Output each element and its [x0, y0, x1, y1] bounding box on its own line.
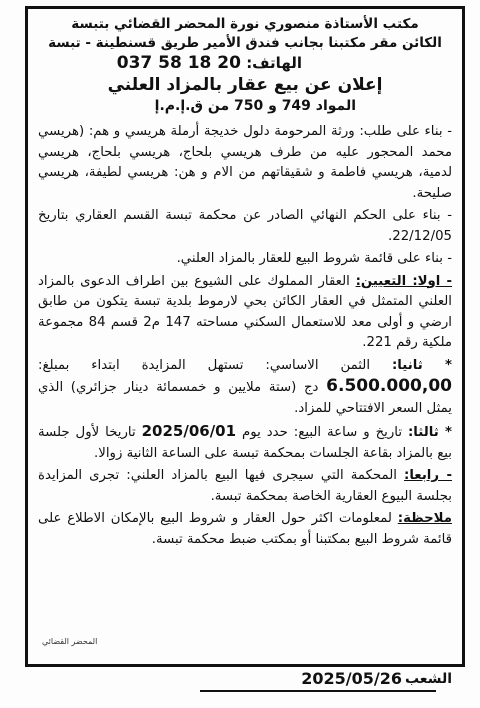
designation-label: - اولا: التعيين:: [355, 273, 452, 289]
note-text: لمعلومات اكثر حول العقار و شروط البيع بالإمكان الاطلاع على قائمة شروط البيع بمكتبنا أو بمكتب ضبط محكمة تبسة.: [38, 511, 452, 547]
judgment-text: - بناء على الحكم النهائي الصادر عن محكمة تبسة القسم العقاري بتاريخ 22/12/05.: [38, 208, 452, 244]
request-text: - بناء على طلب: ورثة المرحومة دلول خديجة أرملة هريسي و هم: (هريسي محمد المحجور عليه من طرف هريسي بلحاج، هريسي بلحاج، هريسي لدمية، هريسي فاطمة و شقيقاتهم من الام و هن: هريسي لطيفة، هريسي صليحة.: [38, 124, 452, 201]
paragraph-base-price: [38, 356, 452, 420]
base-price-amount: 6.500.000,00: [326, 376, 452, 396]
sale-date-label: * ثالثا:: [407, 425, 452, 440]
publication-date: 2025/05/26: [301, 669, 402, 688]
office-address: الكائن مقر مكتبنا بجانب فندق الأمير طريق قسنطينة - تبسة: [48, 35, 442, 51]
court-text: المحكمة التي سيجرى فيها البيع بالمزاد العلني: تجرى المزايدة بجلسة البيوع العقارية الخاصة بمحكمة تبسة.: [38, 468, 452, 504]
base-price-intro: الثمن الاساسي: تستهل المزايدة ابتداء بمبلغ:: [38, 357, 371, 373]
paragraph-court: [38, 466, 452, 507]
base-price-detail: دج (ستة ملايين و خمسمائة دينار جزائري) الذي يمثل السعر الافتتاحي للمزاد.: [38, 380, 452, 416]
newspaper-name: الشعب: [404, 671, 452, 687]
sale-date-detail: تاريخا لأول جلسة بيع بالمزاد بقاعة الجلسات بمحكمة تبسة على الساعة الثانية زوالا.: [38, 425, 452, 461]
issuer-signature: المحضر القضائي: [42, 637, 98, 646]
conditions-text: - بناء على قائمة شروط البيع للعقار بالمزاد العلني.: [176, 251, 452, 266]
paragraph-request: [38, 122, 452, 204]
phone-number: 037 58 18 20: [116, 53, 241, 73]
designation-text: العقار المملوك على الشيوع بين اطراف الدعوى بالمزاد العلني المتمثل في العقار الكائن بحي لارموط بلدية تبسة يتكون من طابق ارضي و أولى معد للاستعمال السكني مساحته 147 م2 قسم 84 مجموعة ملكية رقم 221.: [38, 273, 452, 350]
paragraph-designation: [38, 272, 452, 354]
paragraph-conditions: [38, 249, 452, 270]
paragraph-judgment: [38, 206, 452, 247]
note-label: ملاحظة:: [397, 511, 452, 526]
paragraph-note: [38, 509, 452, 550]
footer-rule: [200, 690, 436, 692]
legal-articles: المواد 749 و 750 من ق.إ.م.إ: [154, 98, 356, 114]
sale-date-value: 2025/06/01: [141, 422, 237, 440]
sale-date-intro: تاريخ و ساعة البيع: حدد يوم: [241, 425, 403, 440]
office-name: مكتب الأستاذة منصوري نورة المحضر القضائي بتبسة: [71, 16, 419, 32]
publication-footer: [0, 664, 480, 694]
phone-line: [38, 53, 452, 73]
phone-label: الهاتف:: [246, 54, 302, 72]
paragraph-sale-date: [38, 421, 452, 464]
base-price-label: * ثانيا:: [391, 357, 452, 373]
auction-notice-box: [25, 6, 465, 667]
notice-title: إعلان عن بيع عقار بالمزاد العلني: [107, 75, 383, 95]
court-label: - رابعا:: [404, 468, 452, 483]
